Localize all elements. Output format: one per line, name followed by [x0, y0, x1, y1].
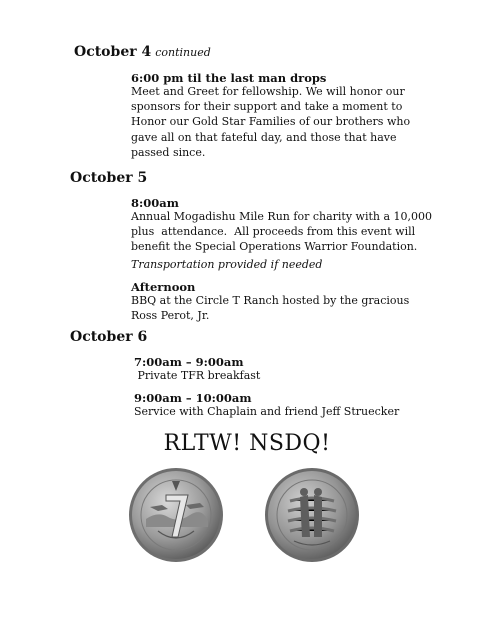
oct5-run-description — [131, 209, 432, 255]
commemorative-coin-back — [264, 467, 360, 563]
oct4-heading — [74, 44, 211, 60]
text-line: gave all on that fateful day, and those that have — [131, 130, 397, 144]
text-line: sponsors for their support and take a moment to — [131, 100, 403, 114]
oct5-time-afternoon: Afternoon — [131, 280, 196, 294]
continued-label: continued — [155, 46, 211, 59]
oct4-description — [131, 84, 410, 160]
motto: RLTW! NSDQ! — [163, 431, 331, 456]
oct6-breakfast-description: Private TFR breakfast — [134, 369, 261, 382]
transportation-note: Transportation provided if needed — [131, 258, 323, 271]
text-line: Meet and Greet for fellowship. We will honor our — [131, 85, 405, 98]
text-line: Annual Mogadishu Mile Run for charity with a 10,000 — [131, 210, 433, 223]
commemorative-coin-front — [128, 467, 224, 563]
text-line: passed since. — [131, 145, 206, 159]
oct6-time-service: 9:00am – 10:00am — [134, 391, 252, 405]
oct6-time-breakfast: 7:00am – 9:00am — [134, 355, 244, 369]
oct6-service-description: Service with Chaplain and friend Jeff Struecker — [134, 405, 400, 418]
text-line: Honor our Gold Star Families of our brothers who — [131, 115, 411, 129]
oct6-heading: October 6 — [70, 329, 148, 345]
text-line: plus attendance. All proceeds from this event will — [131, 225, 416, 239]
oct5-bbq-description — [131, 293, 409, 323]
oct4-time: 6:00 pm til the last man drops — [131, 71, 327, 85]
text-line: Ross Perot, Jr. — [131, 309, 210, 323]
day-label: October 4 — [74, 44, 152, 60]
oct5-time-morning: 8:00am — [131, 196, 179, 210]
text-line: BBQ at the Circle T Ranch hosted by the gracious — [131, 294, 410, 307]
text-line: benefit the Special Operations Warrior Foundation. — [131, 240, 418, 254]
oct5-heading: October 5 — [70, 170, 148, 186]
